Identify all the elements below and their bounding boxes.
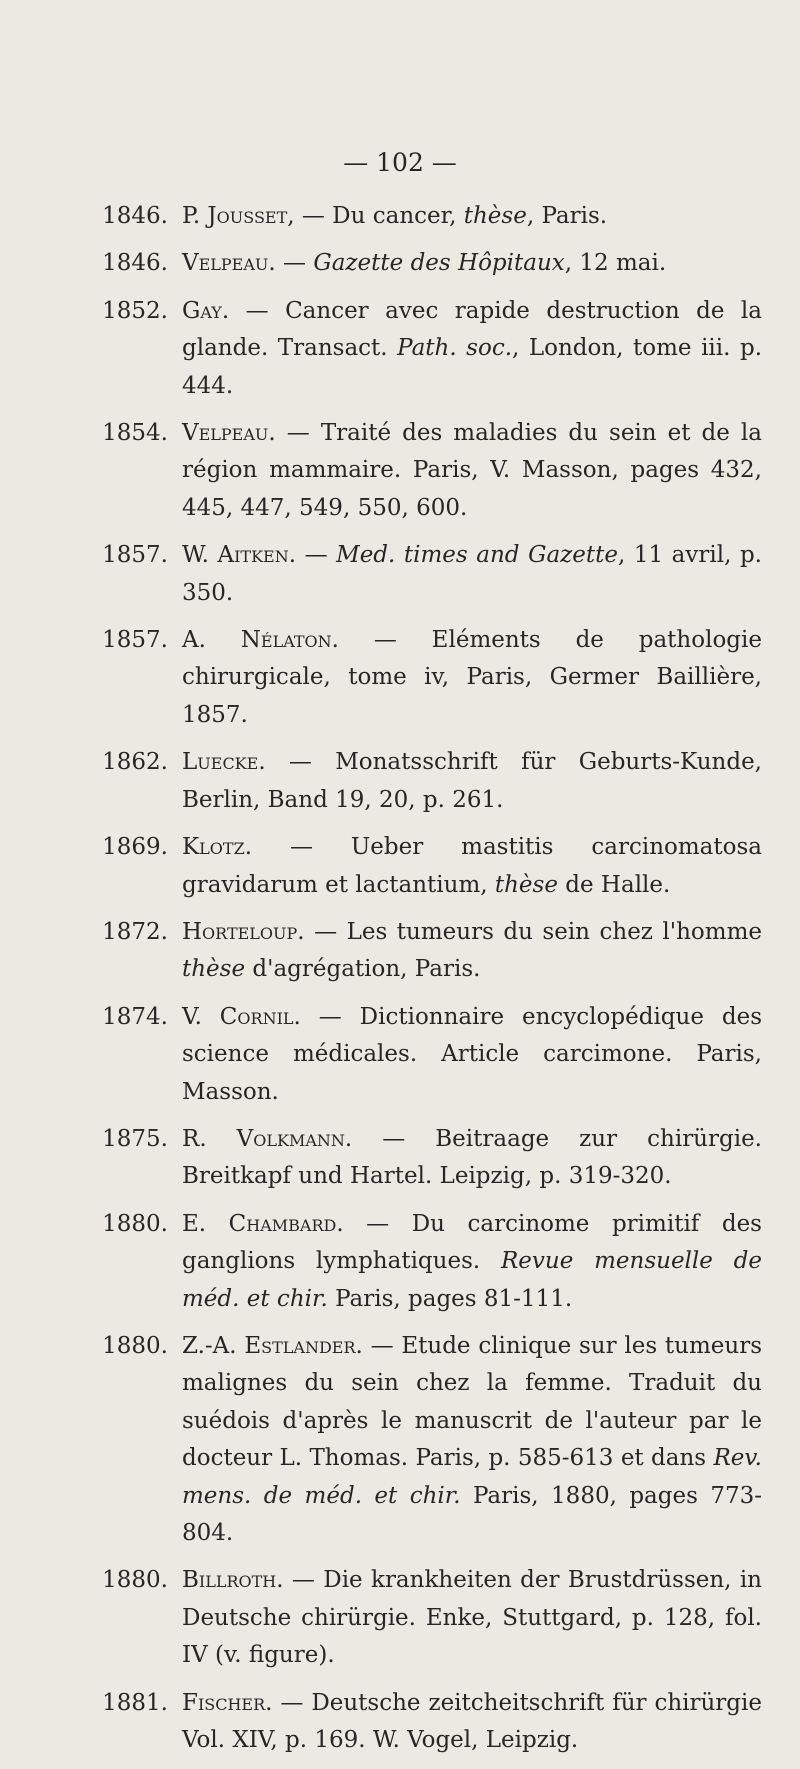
entry-plain-text: de Halle.: [557, 871, 671, 898]
bibliography-entry: [72, 999, 762, 1111]
entry-author: A. Nélaton.: [182, 627, 339, 654]
entry-year: 1869.: [102, 834, 168, 861]
entry-plain-text: — Monatsschrift für Geburts-Kunde, Berlin, Band 19, 20, p. 261.: [182, 749, 762, 813]
entry-plain-text: — Ueber mastitis carcinomatosa gravidarum et lactantium,: [182, 834, 762, 898]
entry-year: 1874.: [102, 1003, 168, 1030]
bibliography-entry: [72, 1685, 762, 1760]
entry-text: [182, 245, 762, 282]
entry-year: 1857.: [102, 627, 168, 654]
entry-plain-text: — Du cancer,: [294, 203, 464, 229]
entry-year: 1880.: [102, 1332, 168, 1359]
entry-author: R. Volkmann.: [182, 1125, 353, 1152]
entry-author: Velpeau.: [182, 250, 276, 277]
entry-plain-text: — Dictionnaire encyclopédique des science médicales. Article carcimone. Paris, Masson.: [182, 1003, 762, 1105]
entry-author: Luecke.: [182, 749, 266, 776]
entry-plain-text: , London, tome iii. p. 444.: [182, 335, 763, 399]
bibliography-entry: [72, 415, 762, 527]
entry-italic-text: Path. soc.: [397, 335, 513, 362]
entry-plain-text: — Die krankheiten der Brustdrüssen, in Deutsche chirürgie. Enke, Stuttgard, p. 128, fol. IV (v. figure).: [182, 1567, 762, 1669]
entry-year: 1854.: [102, 420, 168, 447]
entry-author: Horteloup.: [182, 918, 305, 945]
bibliography-entry: [72, 914, 762, 989]
entry-plain-text: — Les tumeurs du sein chez l'homme: [304, 918, 762, 945]
entry-year: 1846.: [102, 250, 168, 277]
entry-text: [182, 293, 762, 405]
entry-year: 1872.: [102, 918, 168, 945]
entry-plain-text: —: [275, 250, 314, 277]
entry-text: [182, 914, 762, 989]
entry-year: 1881.: [102, 1689, 168, 1716]
bibliography-entry: [72, 1206, 762, 1318]
entry-year: 1862.: [102, 749, 168, 776]
entry-plain-text: , 12 mai.: [564, 250, 667, 277]
entry-plain-text: — Du carcinome primitif des ganglions lymphatiques.: [182, 1210, 762, 1275]
entry-plain-text: — Cancer avec rapide destruction de la glande. Transact.: [182, 297, 762, 362]
entry-author: P. Jousset,: [182, 203, 295, 229]
entry-text: [182, 198, 762, 235]
entry-italic-text: Med. times and Gazette: [336, 542, 618, 569]
entry-author: Gay.: [182, 297, 230, 324]
entry-plain-text: Paris, 1880, pages 773-804.: [182, 1482, 762, 1546]
entry-text: [182, 622, 762, 734]
entry-text: [182, 1562, 762, 1674]
entry-author: W. Aitken.: [182, 542, 297, 569]
entry-plain-text: — Etude clinique sur les tumeurs malignes du sein chez la femme. Traduit du suédois d'après le manuscrit de l'auteur par le docteur L. Thomas. Paris, p. 585-613 et dans: [182, 1332, 762, 1472]
page-number: — 102 —: [343, 148, 457, 177]
bibliography-entry: [72, 1328, 762, 1552]
bibliography-entry: [72, 198, 762, 235]
entry-author: Billroth.: [182, 1567, 284, 1594]
entry-year: 1880.: [102, 1567, 168, 1594]
bibliography-entry: [72, 829, 762, 904]
entry-plain-text: d'agrégation, Paris.: [245, 956, 481, 983]
entry-italic-text: thèse: [463, 203, 527, 229]
entry-year: 1846.: [102, 203, 168, 229]
bibliography-entry: [72, 1121, 762, 1196]
entry-italic-text: Rev. mens. de méd. et chir.: [182, 1445, 762, 1509]
entry-author: E. Chambard.: [182, 1210, 344, 1237]
entry-author: Z.-A. Estlander.: [182, 1332, 363, 1359]
entry-text: [182, 1328, 762, 1552]
entry-plain-text: — Deutsche zeitcheitschrift für chirürgie Vol. XIV, p. 169. W. Vogel, Leipzig.: [182, 1689, 762, 1754]
entry-text: [182, 999, 762, 1111]
entry-italic-text: Gazette des Hôpitaux: [313, 250, 565, 277]
entry-year: 1880.: [102, 1210, 168, 1237]
entry-year: 1852.: [102, 297, 168, 324]
entry-plain-text: Paris, pages 81-111.: [327, 1285, 573, 1312]
entry-text: [182, 1121, 762, 1196]
entry-plain-text: , Paris.: [526, 203, 608, 229]
entry-plain-text: — Eléments de pathologie chirurgicale, tome iv, Paris, Germer Baillière, 1857.: [182, 627, 762, 728]
entry-text: [182, 1206, 762, 1318]
entry-author: Velpeau.: [182, 420, 276, 447]
bibliography-entry: [72, 293, 762, 405]
entry-year: 1857.: [102, 542, 168, 569]
bibliography-entry: [72, 1562, 762, 1674]
entry-text: [182, 829, 762, 904]
entry-italic-text: thèse: [494, 871, 558, 898]
entry-year: 1875.: [102, 1125, 168, 1152]
entry-text: [182, 537, 762, 612]
entry-plain-text: —: [296, 542, 337, 569]
entry-italic-text: thèse: [182, 956, 246, 983]
entry-author: Fischer.: [182, 1689, 273, 1716]
bibliography-entry: [72, 245, 762, 282]
entry-text: [182, 744, 762, 819]
entry-author: Klotz.: [182, 834, 253, 861]
entry-plain-text: — Beitraage zur chirürgie. Breitkapf und Hartel. Leipzig, p. 319-320.: [182, 1125, 762, 1190]
entry-text: [182, 1685, 762, 1760]
entry-author: V. Cornil.: [182, 1003, 301, 1030]
entry-text: [182, 415, 762, 527]
entry-italic-text: Revue mensuelle de méd. et chir.: [182, 1248, 762, 1312]
entry-plain-text: , 11 avril, p. 350.: [182, 542, 762, 606]
bibliography-entry: [72, 744, 762, 819]
entry-plain-text: — Traité des maladies du sein et de la région mammaire. Paris, V. Masson, pages 432, 445, 447, 549, 550, 600.: [182, 420, 762, 521]
bibliography-list: [72, 198, 762, 1769]
bibliography-entry: [72, 622, 762, 734]
bibliography-entry: [72, 537, 762, 612]
